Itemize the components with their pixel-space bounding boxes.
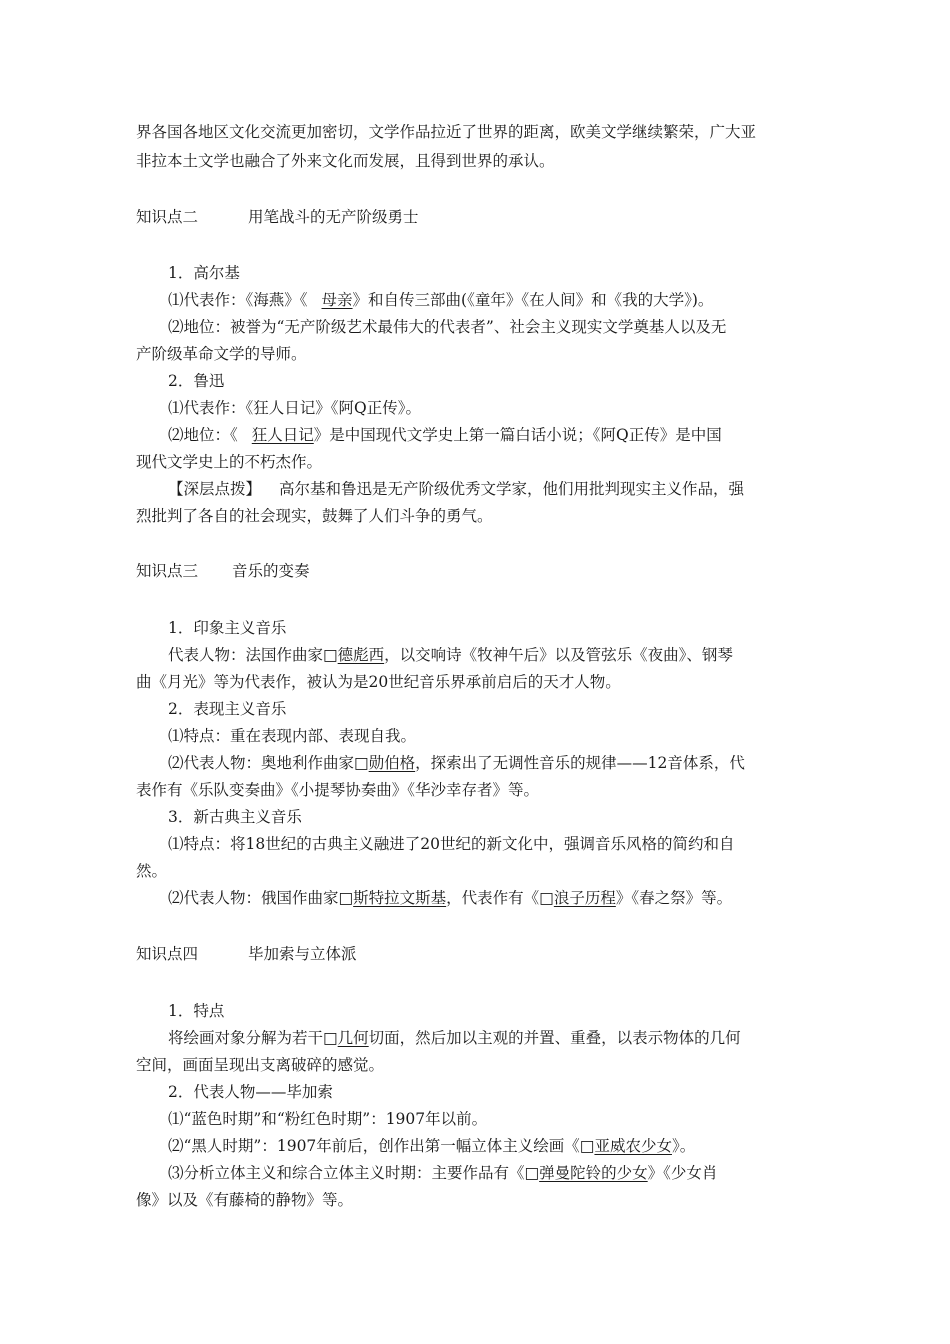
luxun-status bbox=[168, 425, 722, 445]
section-heading-4 bbox=[136, 944, 357, 964]
impressionism-heading: 1．印象主义音乐 bbox=[168, 619, 287, 637]
answer-blank: 亚威农少女 bbox=[594, 1137, 672, 1155]
picasso-period-3 bbox=[168, 1163, 717, 1183]
picasso-heading: 2．代表人物——毕加索 bbox=[168, 1083, 333, 1101]
answer-blank: 浪子历程 bbox=[553, 889, 616, 907]
answer-blank: 勋伯格 bbox=[368, 754, 416, 772]
insight-label: 【深层点拨】 bbox=[168, 480, 262, 498]
answer-blank: 德彪西 bbox=[337, 646, 385, 664]
section-title: 用笔战斗的无产阶级勇士 bbox=[248, 208, 419, 226]
neoclassical-feature: ⑴特点：将18世纪的古典主义融进了20世纪的新文化中，强调音乐风格的简约和自 bbox=[168, 835, 735, 853]
cubism-feature-line-2: 空间，画面呈现出支离破碎的感觉。 bbox=[136, 1056, 385, 1074]
luxun-works: ⑴代表作：《狂人日记》《阿Q正传》。 bbox=[168, 399, 421, 417]
section-heading-2 bbox=[136, 207, 419, 227]
section-title: 毕加索与立体派 bbox=[248, 945, 357, 963]
luxun-status-line-2: 现代文学史上的不朽杰作。 bbox=[136, 453, 323, 471]
text-segment: ⑵代表人物：奥地利作曲家□ bbox=[168, 754, 369, 772]
section-label: 知识点三 bbox=[136, 562, 199, 580]
gorky-status-line-2: 产阶级革命文学的导师。 bbox=[136, 345, 307, 363]
text-segment: ，以交响诗《牧神午后》以及管弦乐《夜曲》、钢琴 bbox=[384, 646, 733, 664]
text-segment: 》《少女肖 bbox=[647, 1164, 718, 1182]
text-segment: 切面，然后加以主观的并置、重叠，以表示物体的几何 bbox=[368, 1029, 741, 1047]
text-segment: ，探索出了无调性音乐的规律——12音体系，代 bbox=[415, 754, 745, 772]
text-segment: 》和自传三部曲(《童年》《在人间》和《我的大学》)。 bbox=[352, 291, 714, 309]
text-segment: 代表人物：法国作曲家□ bbox=[168, 646, 338, 664]
impressionism-line-1 bbox=[168, 645, 733, 665]
picasso-period-3-line-2: 像》以及《有藤椅的静物》等。 bbox=[136, 1191, 354, 1209]
text-segment: ⑵代表人物：俄国作曲家□ bbox=[168, 889, 354, 907]
deep-insight-line-2: 烈批判了各自的社会现实，鼓舞了人们斗争的勇气。 bbox=[136, 507, 493, 525]
expressionism-rep bbox=[168, 753, 745, 773]
impressionism-line-2: 曲《月光》等为代表作，被认为是20世纪音乐界承前启后的天才人物。 bbox=[136, 673, 621, 691]
neoclassical-heading: 3．新古典主义音乐 bbox=[168, 808, 302, 826]
text-segment: ⑶分析立体主义和综合立体主义时期：主要作品有《□ bbox=[168, 1164, 540, 1182]
expressionism-feature: ⑴特点：重在表现内部、表现自我。 bbox=[168, 727, 417, 745]
expressionism-heading: 2．表现主义音乐 bbox=[168, 700, 287, 718]
neoclassical-rep bbox=[168, 888, 732, 908]
text-segment: 将绘画对象分解为若干□ bbox=[168, 1029, 338, 1047]
answer-blank: 几何 bbox=[337, 1029, 369, 1047]
cubism-feature-heading: 1．特点 bbox=[168, 1002, 225, 1020]
text-segment: 》是中国现代文学史上第一篇白话小说；《阿Q正传》是中国 bbox=[313, 426, 722, 444]
text-segment: 》。 bbox=[671, 1137, 696, 1155]
picasso-period-1: ⑴“蓝色时期”和“粉红色时期”：1907年以前。 bbox=[168, 1110, 488, 1128]
cubism-feature-line-1 bbox=[168, 1028, 741, 1048]
text-segment: ⑵“黑人时期”：1907年前后，创作出第一幅立体主义绘画《□ bbox=[168, 1137, 595, 1155]
gorky-works bbox=[168, 290, 713, 310]
text-segment: 高尔基和鲁迅是无产阶级优秀文学家，他们用批判现实主义作品，强 bbox=[279, 480, 745, 498]
text-segment: ⑴代表作：《海燕》《 bbox=[168, 291, 308, 309]
luxun-heading: 2．鲁迅 bbox=[168, 372, 225, 390]
gorky-status-line-1: ⑵地位：被誉为“无产阶级艺术最伟大的代表者”、社会主义现实文学奠基人以及无 bbox=[168, 318, 727, 336]
deep-insight bbox=[168, 479, 744, 499]
text-segment: ，代表作有《□ bbox=[446, 889, 554, 907]
section-title: 音乐的变奏 bbox=[232, 562, 310, 580]
text-segment: ⑵地位：《 bbox=[168, 426, 238, 444]
section-label: 知识点二 bbox=[136, 208, 199, 226]
answer-blank: 斯特拉文斯基 bbox=[353, 889, 447, 907]
answer-blank: 母亲 bbox=[321, 291, 353, 309]
section-label: 知识点四 bbox=[136, 945, 199, 963]
text-segment: 》《春之祭》等。 bbox=[615, 889, 733, 907]
answer-blank: 弹曼陀铃的少女 bbox=[539, 1164, 648, 1182]
section-heading-3 bbox=[136, 561, 310, 581]
gorky-heading: 1．高尔基 bbox=[168, 264, 240, 282]
intro-line-1: 界各国各地区文化交流更加密切，文学作品拉近了世界的距离，欧美文学继续繁荣，广大亚 bbox=[136, 123, 757, 141]
intro-line-2: 非拉本土文学也融合了外来文化而发展，且得到世界的承认。 bbox=[136, 152, 555, 170]
picasso-period-2 bbox=[168, 1136, 695, 1156]
expressionism-rep-line-2: 表作有《乐队变奏曲》《小提琴协奏曲》《华沙幸存者》等。 bbox=[136, 781, 540, 799]
neoclassical-feature-line-2: 然。 bbox=[136, 862, 168, 880]
answer-blank: 狂人日记 bbox=[251, 426, 314, 444]
